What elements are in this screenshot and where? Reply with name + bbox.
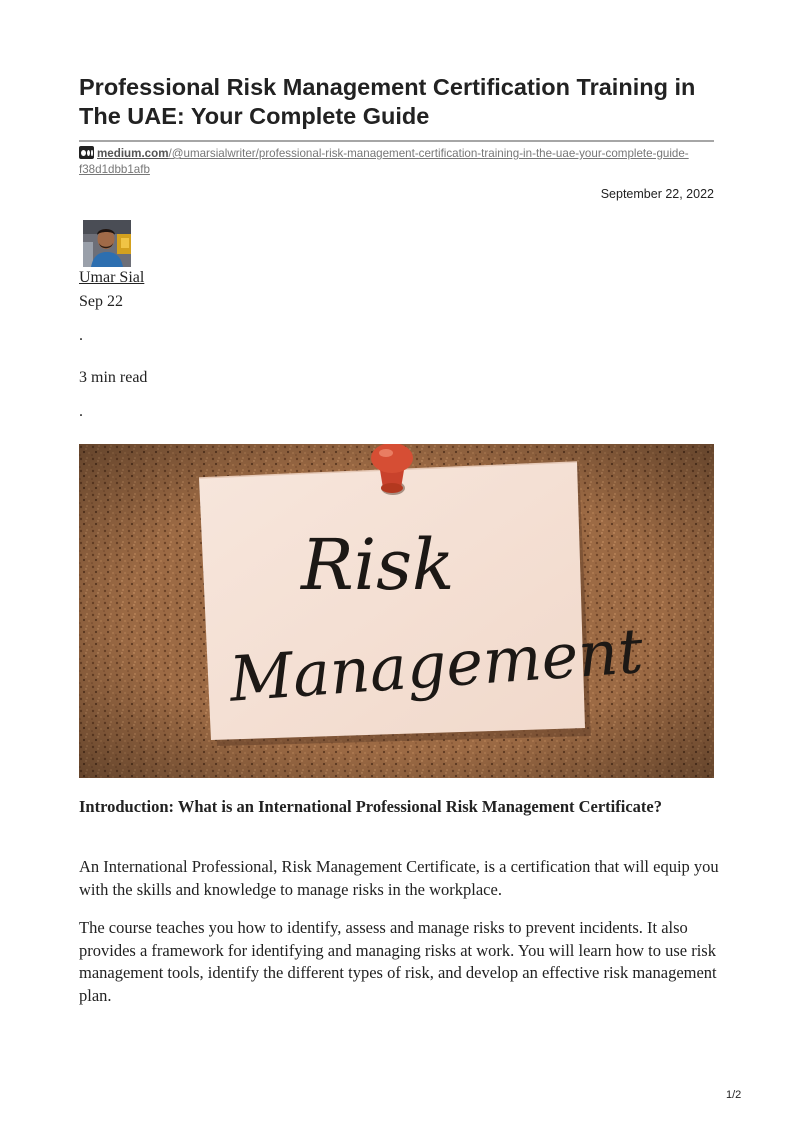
read-time: 3 min read: [79, 369, 148, 386]
source-link[interactable]: [79, 146, 719, 178]
hero-word-risk: Risk: [301, 524, 455, 606]
paragraph-2: The course teaches you how to identify, assess and manage risks to prevent incidents. It also provides a framework for identifying and managing risks at work. You will learn how to use risk management tools, identify the different types of risk, and develop an effective risk management plan.: [79, 918, 717, 1005]
article-date: September 22, 2022: [600, 187, 714, 201]
source-path[interactable]: /@umarsialwriter/professional-risk-management-certification-training-in-the-uae-your-complete-guide-f38d1dbb1afb: [79, 147, 689, 176]
author-name[interactable]: Umar Sial: [79, 269, 145, 286]
source-domain[interactable]: medium.com: [97, 147, 169, 160]
paragraph-1: An International Professional, Risk Management Certificate, is a certification that will equip you with the skills and knowledge to manage risks in the workplace.: [79, 857, 719, 899]
meta-separator-2: .: [79, 403, 83, 420]
article-title: Professional Risk Management Certification Training in The UAE: Your Complete Guide: [79, 74, 696, 129]
page-number: 1/2: [726, 1089, 742, 1101]
intro-heading: Introduction: What is an International Professional Risk Management Certificate?: [79, 797, 662, 816]
hero-word-management: Management: [227, 614, 646, 716]
title-divider: [79, 140, 714, 142]
author-avatar[interactable]: [83, 220, 131, 267]
post-date: Sep 22: [79, 293, 123, 310]
hero-image: [79, 444, 714, 778]
medium-logo-icon: [79, 146, 94, 159]
meta-separator: .: [79, 327, 83, 344]
